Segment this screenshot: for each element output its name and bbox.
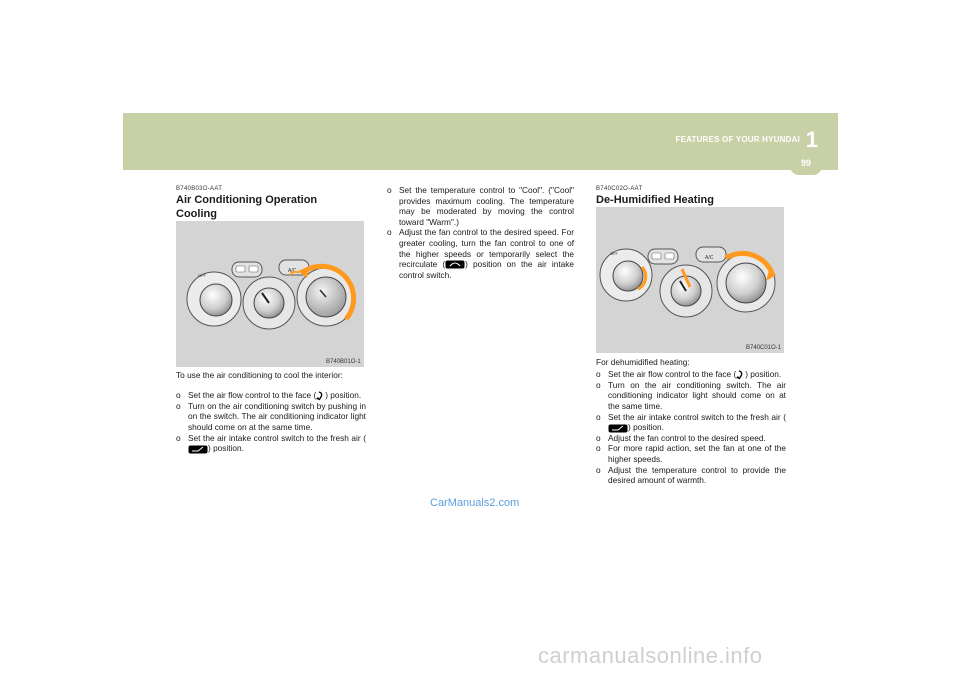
list-item xyxy=(596,380,786,412)
list-item-text: Set the air intake control switch to the fresh air ( xyxy=(188,432,366,443)
section-code: B740C02O-AAT xyxy=(596,186,643,192)
list-item-text: Adjust the fan control to the desired speed. For greater cooling, turn the fan control to one of the higher speeds or temporarily select the recirculate ( xyxy=(399,227,574,270)
list-item xyxy=(387,185,574,227)
off-label: OFF xyxy=(610,251,618,256)
list-item-text: Set the temperature control to "Cool". ("Cool" provides maximum cooling. The temperature may be moderated by moving the control toward "Warm".) xyxy=(399,185,574,227)
figure-caption: B740B01O-1 xyxy=(326,359,361,365)
bullet-marker: o xyxy=(596,411,601,422)
bullet-marker: o xyxy=(387,185,392,195)
list-item-text: ) position on the air intake control switch. xyxy=(399,259,575,280)
bullet-marker: o xyxy=(596,369,601,379)
section-code: B740B03O-AAT xyxy=(176,186,223,192)
ac-label: A/C xyxy=(288,268,297,274)
list-item-text: Turn on the air conditioning switch. The air conditioning indicator light should come on at the same time. xyxy=(608,379,786,411)
list-item-text: For more rapid action, set the fan at one of the higher speeds. xyxy=(608,443,786,464)
list-item xyxy=(176,433,366,454)
chapter-title: FEATURES OF YOUR HYUNDAI xyxy=(675,135,800,144)
climate-control-panel-illustration xyxy=(596,207,784,353)
face-vent-icon xyxy=(736,370,745,380)
fresh-air-icon xyxy=(608,424,628,433)
section-heading: Air Conditioning Operation xyxy=(176,194,318,206)
bullet-marker: o xyxy=(596,379,601,390)
bullet-marker: o xyxy=(596,464,601,475)
cooling-steps-list-continued xyxy=(387,185,574,280)
watermark-link[interactable]: CarManuals2.com xyxy=(430,497,520,509)
section-heading: De-Humidified Heating xyxy=(596,194,714,206)
list-item-text: ) position. xyxy=(628,422,664,433)
bullet-marker: o xyxy=(176,390,181,400)
dehumidify-control-figure xyxy=(596,207,784,353)
list-item-text: Set the air flow control to the face ( xyxy=(188,390,317,400)
list-item-text: Turn on the air conditioning switch by pushing in on the switch. The air conditioning indicator light should come on at the same time. xyxy=(188,400,366,432)
list-item-text: Adjust the fan control to the desired speed. xyxy=(608,432,766,443)
list-item xyxy=(596,465,786,486)
dehumidify-steps-list xyxy=(596,369,786,486)
bullet-marker: o xyxy=(596,432,601,443)
climate-control-panel-illustration xyxy=(176,221,364,367)
list-item-text: Set the air flow control to the face ( xyxy=(608,369,737,379)
ac-control-figure xyxy=(176,221,364,367)
watermark-text: carmanualsonline.info xyxy=(538,643,763,668)
section-subheading: Cooling xyxy=(176,208,217,220)
list-item xyxy=(176,401,366,433)
ac-label: A/C xyxy=(705,255,714,261)
list-item xyxy=(387,227,574,280)
list-item-text: ) position. xyxy=(745,369,782,379)
bullet-marker: o xyxy=(176,400,181,411)
list-item xyxy=(596,369,786,380)
list-item-text: Set the air intake control switch to the fresh air ( xyxy=(608,411,786,422)
list-item-text: ) position. xyxy=(208,443,244,454)
cooling-steps-list xyxy=(176,390,366,454)
list-item xyxy=(596,443,786,464)
list-item xyxy=(596,412,786,433)
intro-text: For dehumidified heating: xyxy=(596,357,690,367)
list-item-text: ) position. xyxy=(325,390,362,400)
off-label: OFF xyxy=(198,273,206,278)
list-item-text: Adjust the temperature control to provide the desired amount of warmth. xyxy=(608,464,786,486)
recirculate-icon xyxy=(445,260,465,269)
intro-text: To use the air conditioning to cool the interior: xyxy=(176,370,343,380)
list-item xyxy=(596,433,786,444)
bullet-marker: o xyxy=(596,443,601,454)
face-vent-icon xyxy=(316,391,325,401)
bullet-marker: o xyxy=(176,432,181,443)
list-item xyxy=(176,390,366,401)
bullet-marker: o xyxy=(387,227,392,238)
figure-caption: B740C01O-1 xyxy=(746,345,782,351)
chapter-number: 1 xyxy=(805,127,818,152)
page-number: 99 xyxy=(800,158,811,168)
fresh-air-icon xyxy=(188,445,208,454)
